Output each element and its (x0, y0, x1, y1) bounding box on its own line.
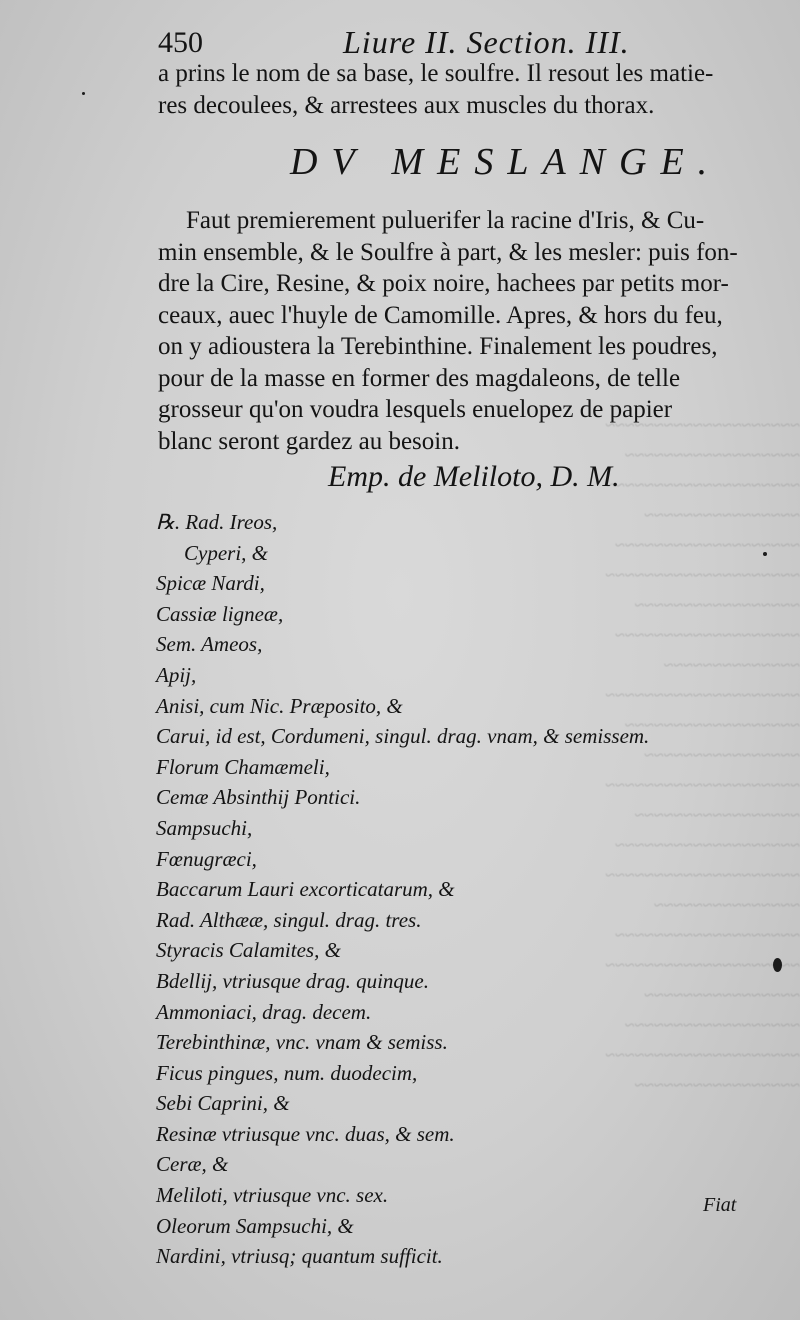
text-line: ceaux, auec l'huyle de Camomille. Apres, & hors du feu, (158, 301, 723, 329)
text-line: dre la Cire, Resine, & poix noire, hachees par petits mor- (158, 270, 729, 297)
ingredient-item: Terebinthinæ, vnc. vnam & semiss. (156, 1030, 448, 1055)
ingredient-item: Apij, (156, 662, 197, 687)
ink-speck (82, 92, 85, 95)
ingredient-item: Sebi Caprini, & (156, 1091, 290, 1116)
ingredient-item: Ammoniaci, drag. decem. (156, 999, 372, 1024)
ingredient-item: Rad. Althææ, singul. drag. tres. (156, 907, 422, 932)
ingredient-item: Styracis Calamites, & (156, 938, 341, 963)
text-line: blanc seront gardez au besoin. (158, 427, 460, 455)
text-line: min ensemble, & le Soulfre à part, & les mesler: puis fon- (158, 238, 738, 266)
text-line: grosseur qu'on voudra lesquels enuelopez de papier (158, 396, 673, 423)
text-line: on y adioustera la Terebinthine. Finalement les poudres, (158, 333, 718, 360)
ingredient-item: Cassiæ ligneæ, (156, 601, 284, 626)
text-line: res decoulees, & arrestees aux muscles du thorax. (158, 92, 655, 119)
ingredient-item: Oleorum Sampsuchi, & (156, 1213, 354, 1238)
ingredient-item: Sem. Ameos, (156, 632, 263, 657)
catchword: Fiat (703, 1194, 737, 1216)
running-title: Liure II. Section. III. (343, 24, 630, 60)
ingredient-item: Cyperi, & (184, 540, 268, 565)
section-heading: DV MESLANGE. (290, 141, 722, 183)
ingredient-item: Ceræ, & (156, 1152, 229, 1177)
recipe-title: Emp. de Meliloto, D. M. (328, 460, 620, 493)
text-line: Faut premierement puluerifer la racine d'Iris, & Cu- (186, 207, 705, 234)
ingredient-item: Nardini, vtriusq; quantum sufficit. (156, 1244, 443, 1269)
page-number: 450 (158, 26, 203, 59)
ingredient-item: Meliloti, vtriusque vnc. sex. (156, 1183, 389, 1208)
text-line: pour de la masse en former des magdaleons, de telle (158, 364, 681, 392)
ink-spot (773, 958, 782, 972)
ingredient-item: Anisi, cum Nic. Præposito, & (156, 693, 403, 718)
ingredient-item: Carui, id est, Cordumeni, singul. drag. vnam, & semissem. (156, 724, 650, 749)
continuation-text (158, 58, 758, 122)
ingredient-item: Baccarum Lauri excorticatarum, & (156, 877, 455, 902)
ingredient-item: Resinæ vtriusque vnc. duas, & sem. (156, 1121, 455, 1146)
instructions-paragraph (158, 205, 758, 457)
ingredient-item: Fœnugræci, (156, 846, 257, 871)
ingredient-list (156, 507, 716, 1272)
ingredient-item: Cemæ Absinthij Pontici. (156, 785, 361, 810)
bleed-through-texture: ~~~~~~~~~~~~~~~~~~~~ ~~~~~~~~~~~~~~~~~~ ~~~~~~~~~~~~~~~~~~~~ ~~~~~~~~~~~~~~~~ ~~~~~~~~~~~~~~~~~~~ ~~~~~~~~~~~~~~~~~~~~ ~~~~~~~~~~~~~~~~~ ~~~~~~~~~~~~~~~~~~~ ~~~~~~~~~~~~~~ ~~~~~~~~~~~~~~~~~~~~ ~~~~~~~~~~~~~~~~~~ ~~~~~~~~~~~~~~~~ ~~~~~~~~~~~~~~~~~~~~ ~~~~~~~~~~~~~~~~~ ~~~~~~~~~~~~~~~~~~~ ~~~~~~~~~~~~~~~~~~~~ ~~~~~~~~~~~~~~~ ~~~~~~~~~~~~~~~~~~~ ~~~~~~~~~~~~~~~~~~~~ ~~~~~~~~~~~~~~~~ ~~~~~~~~~~~~~~~~~~ ~~~~~~~~~~~~~~~~~~~~ ~~~~~~~~~~~~~~~~~ (605, 415, 800, 1095)
ingredient-item: Bdellij, vtriusque drag. quinque. (156, 968, 429, 993)
ingredient-item: ℞. Rad. Ireos, (156, 510, 278, 534)
ingredient-item: Spicæ Nardi, (156, 571, 265, 596)
ingredient-item: Florum Chamæmeli, (156, 754, 330, 779)
text-line: a prins le nom de sa base, le soulfre. Il resout les matie- (158, 60, 714, 87)
ingredient-item: Sampsuchi, (156, 815, 253, 840)
ink-speck (763, 552, 767, 556)
ingredient-item: Ficus pingues, num. duodecim, (156, 1060, 418, 1085)
